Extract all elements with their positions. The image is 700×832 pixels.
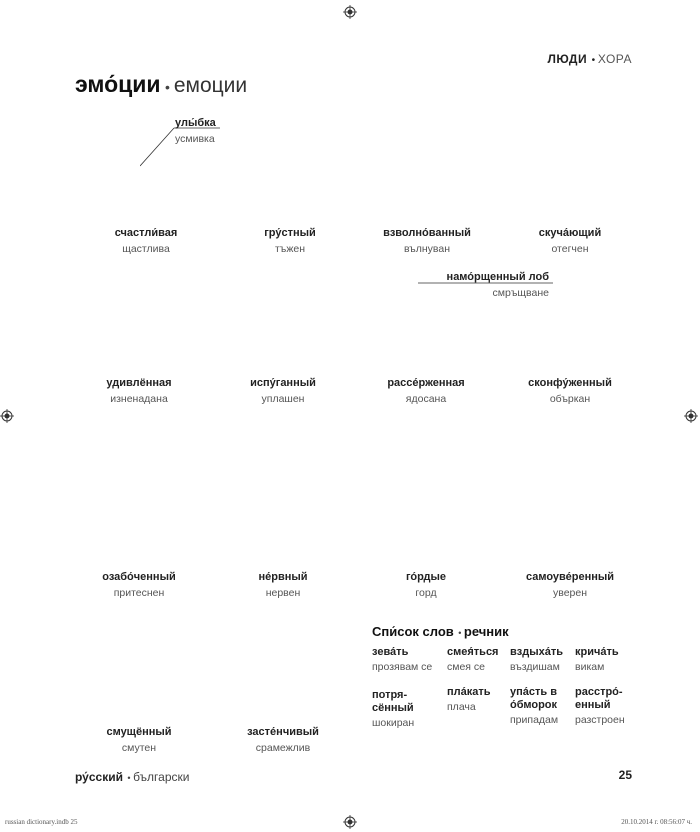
separator-dot-icon: •	[165, 79, 174, 95]
emotion-item	[64, 725, 214, 755]
page-title	[75, 71, 247, 98]
emotion-label-ru: испу́ганный	[250, 377, 316, 389]
emotion-label-bg: объркан	[549, 393, 591, 405]
word-bg: въздишам	[510, 661, 560, 673]
separator-dot-icon: •	[591, 55, 598, 66]
emotion-item	[351, 570, 501, 600]
word-list-item	[372, 646, 438, 674]
word-ru: пла́кать	[447, 686, 491, 698]
word-list-item	[510, 686, 576, 727]
page-title-bg: емоции	[173, 74, 248, 97]
emotion-label-ru: гру́стный	[264, 227, 316, 239]
annotation-label-ru: намо́рщенный лоб	[446, 271, 549, 283]
emotion-item	[495, 226, 645, 256]
word-bg: викам	[575, 661, 605, 673]
emotion-item	[64, 376, 214, 406]
word-list-item	[575, 686, 641, 727]
page-number: 25	[618, 768, 632, 782]
word-ru: потря- сённый	[372, 689, 414, 714]
emotion-label-bg: смутен	[121, 742, 157, 754]
footer-lang-bg: български	[133, 770, 190, 784]
emotion-label-bg: срамежлив	[255, 742, 311, 754]
word-ru: расстро́- енный	[575, 686, 623, 711]
running-header	[547, 50, 632, 68]
emotion-label-ru: рассе́рженная	[387, 377, 465, 389]
word-ru: вздыха́ть	[510, 646, 563, 658]
emotion-item	[208, 725, 358, 755]
section-title-ru: ЛЮДИ	[547, 52, 588, 66]
word-bg: смея се	[447, 661, 486, 673]
annotation-label-ru: улы́бка	[175, 117, 216, 129]
annotation-label-bg: усмивка	[175, 133, 215, 145]
word-bg: плача	[447, 701, 476, 713]
word-bg: разстроен	[575, 714, 625, 726]
word-list-title-bg: речник	[463, 624, 509, 639]
emotion-item	[208, 570, 358, 600]
word-list-item	[447, 646, 513, 674]
word-ru: смея́ться	[447, 646, 499, 658]
emotion-label-bg: вълнуван	[403, 243, 451, 255]
emotion-label-ru: взволно́ванный	[383, 227, 471, 239]
registration-mark-icon	[343, 815, 357, 829]
emotion-label-ru: самоуве́ренный	[525, 571, 615, 583]
separator-dot-icon: •	[127, 773, 134, 783]
footer-lang-ru: ру́сский	[75, 770, 123, 784]
word-bg: шокиран	[372, 717, 415, 729]
annotation-label-bg: смръщване	[492, 287, 549, 299]
emotion-item	[64, 570, 214, 600]
print-slug-timestamp: 20.10.2014 г. 08:56:07 ч.	[621, 818, 692, 826]
emotion-label-bg: горд	[415, 587, 437, 599]
emotion-label-ru: скуча́ющий	[538, 227, 602, 239]
word-bg: припадам	[510, 714, 559, 726]
emotion-label-bg: уверен	[552, 587, 588, 599]
page-title-ru: эмо́ции	[75, 71, 161, 97]
emotion-item	[215, 226, 365, 256]
emotion-label-ru: не́рвный	[258, 571, 308, 583]
emotion-label-bg: притеснен	[113, 587, 165, 599]
word-list-item	[510, 646, 576, 674]
emotion-label-bg: отегчен	[551, 243, 589, 255]
emotion-label-bg: щастлива	[122, 243, 170, 255]
registration-mark-icon	[343, 5, 357, 19]
registration-mark-icon	[684, 409, 698, 423]
emotion-label-ru: озабо́ченный	[102, 571, 176, 583]
annotation-smile	[175, 116, 216, 146]
annotation-frown	[447, 270, 549, 300]
separator-dot-icon: •	[458, 628, 464, 638]
footer-language	[75, 768, 189, 786]
word-list-item	[575, 646, 641, 674]
emotion-label-ru: сконфу́женный	[528, 377, 612, 389]
emotion-item	[208, 376, 358, 406]
emotion-label-bg: нервен	[265, 587, 301, 599]
emotion-label-bg: тъжен	[274, 243, 306, 255]
emotion-item	[495, 570, 645, 600]
word-list-title	[372, 623, 509, 641]
word-ru: зева́ть	[372, 646, 409, 658]
word-list-item	[447, 686, 513, 714]
emotion-label-ru: удивлённая	[106, 377, 172, 389]
emotion-item	[351, 376, 501, 406]
word-list-item	[372, 689, 438, 730]
emotion-label-bg: уплашен	[261, 393, 305, 405]
emotion-label-bg: изненадана	[110, 393, 168, 405]
emotion-item	[71, 226, 221, 256]
word-list-title-ru: Спи́сок слов	[372, 624, 454, 639]
emotion-item	[495, 376, 645, 406]
word-bg: прозявам се	[372, 661, 433, 673]
emotion-item	[352, 226, 502, 256]
emotion-label-ru: засте́нчивый	[247, 726, 319, 738]
emotion-label-bg: ядосана	[405, 393, 447, 405]
print-slug-file: russian dictionary.indb 25	[5, 818, 78, 826]
emotion-label-ru: смущённый	[106, 726, 172, 738]
word-ru: крича́ть	[575, 646, 619, 658]
word-ru: упа́сть в о́бморок	[510, 686, 558, 711]
emotion-label-ru: счастли́вая	[114, 227, 178, 239]
registration-mark-icon	[0, 409, 14, 423]
emotion-label-ru: го́рдые	[405, 571, 447, 583]
section-title-bg: ХОРА	[597, 52, 632, 66]
